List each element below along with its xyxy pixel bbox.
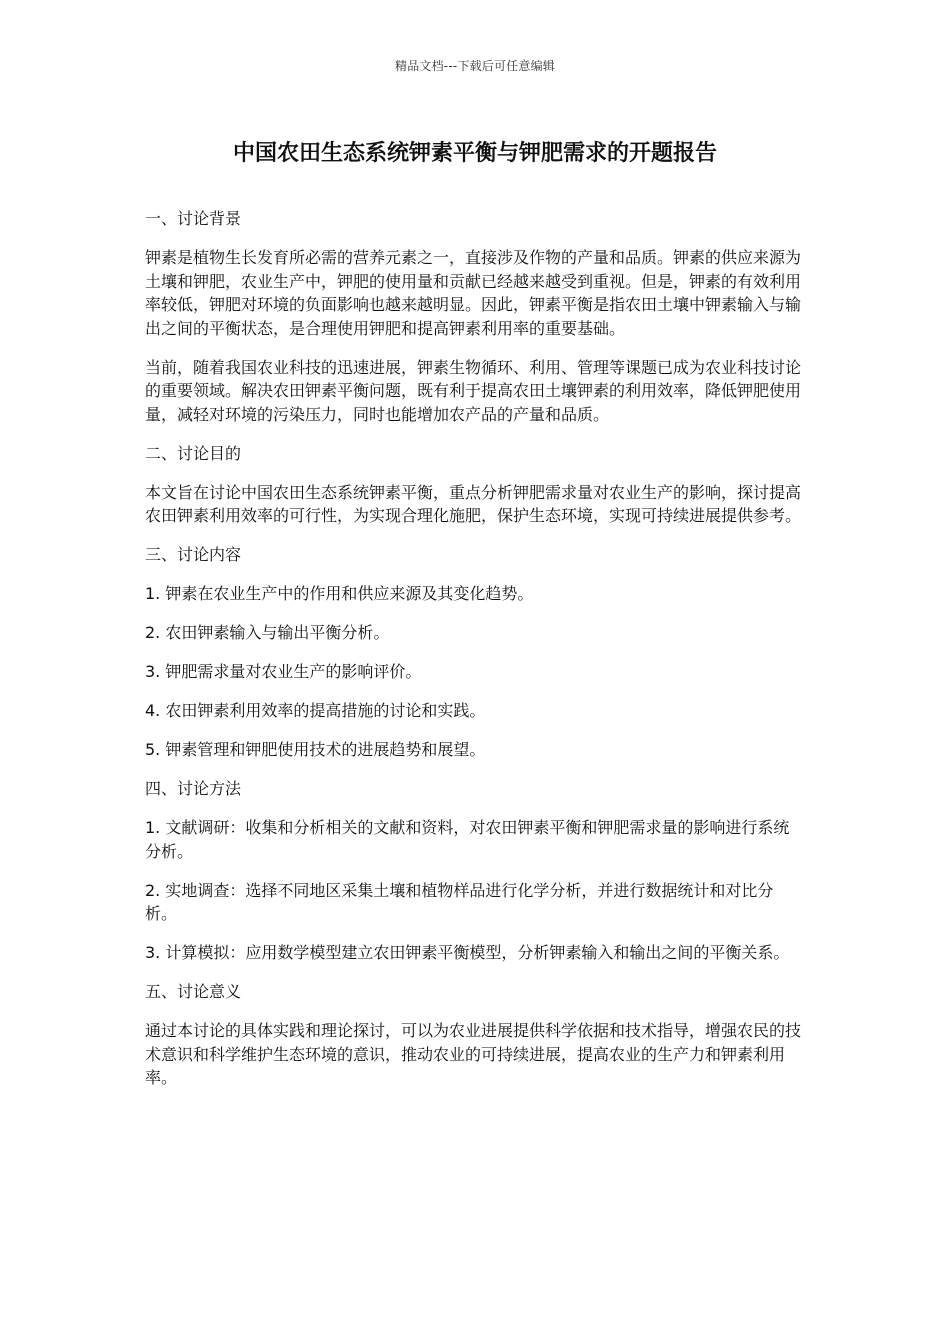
methods-item-2: 2. 实地调查：选择不同地区采集土壤和植物样品进行化学分析，并进行数据统计和对比分析。	[145, 880, 774, 923]
purpose-paragraph-1: 本文旨在讨论中国农田生态系统钾素平衡，重点分析钾肥需求量对农业生产的影响，探讨提高农田钾素利用效率的可行性，为实现合理化施肥，保护生态环境，实现可持续进展提供参考。	[145, 482, 802, 525]
section-heading-purpose: 二、讨论目的	[145, 443, 242, 463]
section-heading-significance: 五、讨论意义	[145, 982, 242, 1001]
section-heading-content: 三、讨论内容	[145, 545, 242, 564]
content-item-2: 2. 农田钾素输入与输出平衡分析。	[145, 623, 390, 642]
content-item-5: 5. 钾素管理和钾肥使用技术的进展趋势和展望。	[145, 740, 486, 759]
section-heading-methods: 四、讨论方法	[145, 779, 242, 798]
background-paragraph-1: 钾素是植物生长发育所必需的营养元素之一，直接涉及作物的产量和品质。钾素的供应来源为土壤和钾肥，农业生产中，钾肥的使用量和贡献已经越来越受到重视。但是，钾素的有效利用率较低，钾肥对环境的负面影响也越来越明显。因此，钾素平衡是指农田土壤中钾素输入与输出之间的平衡状态，是合理使用钾肥和提高钾素利用率的重要基础。	[145, 248, 802, 338]
header-note: 精品文档---下载后可任意编辑	[395, 59, 555, 73]
document-title: 中国农田生态系统钾素平衡与钾肥需求的开题报告	[232, 141, 717, 166]
content-item-4: 4. 农田钾素利用效率的提高措施的讨论和实践。	[145, 701, 486, 720]
content-item-3: 3. 钾肥需求量对农业生产的影响评价。	[145, 662, 422, 681]
section-heading-background: 一、讨论背景	[145, 209, 242, 228]
methods-item-1: 1. 文献调研：收集和分析相关的文献和资料，对农田钾素平衡和钾肥需求量的影响进行系统分析。	[145, 818, 790, 861]
background-paragraph-2: 当前，随着我国农业科技的迅速进展，钾素生物循环、利用、管理等课题已成为农业科技讨论的重要领域。解决农田钾素平衡问题，既有利于提高农田土壤钾素的利用效率，降低钾肥使用量，减轻对环境的污染压力，同时也能增加农产品的产量和品质。	[145, 357, 802, 424]
document-body	[145, 207, 805, 1105]
methods-item-3: 3. 计算模拟：应用数学模型建立农田钾素平衡模型，分析钾素输入和输出之间的平衡关系。	[145, 943, 790, 962]
significance-paragraph-1: 通过本讨论的具体实践和理论探讨，可以为农业进展提供科学依据和技术指导，增强农民的技术意识和科学维护生态环境的意识，推动农业的可持续进展，提高农业的生产力和钾素利用率。	[145, 1021, 802, 1087]
content-item-1: 1. 钾素在农业生产中的作用和供应来源及其变化趋势。	[145, 584, 534, 603]
